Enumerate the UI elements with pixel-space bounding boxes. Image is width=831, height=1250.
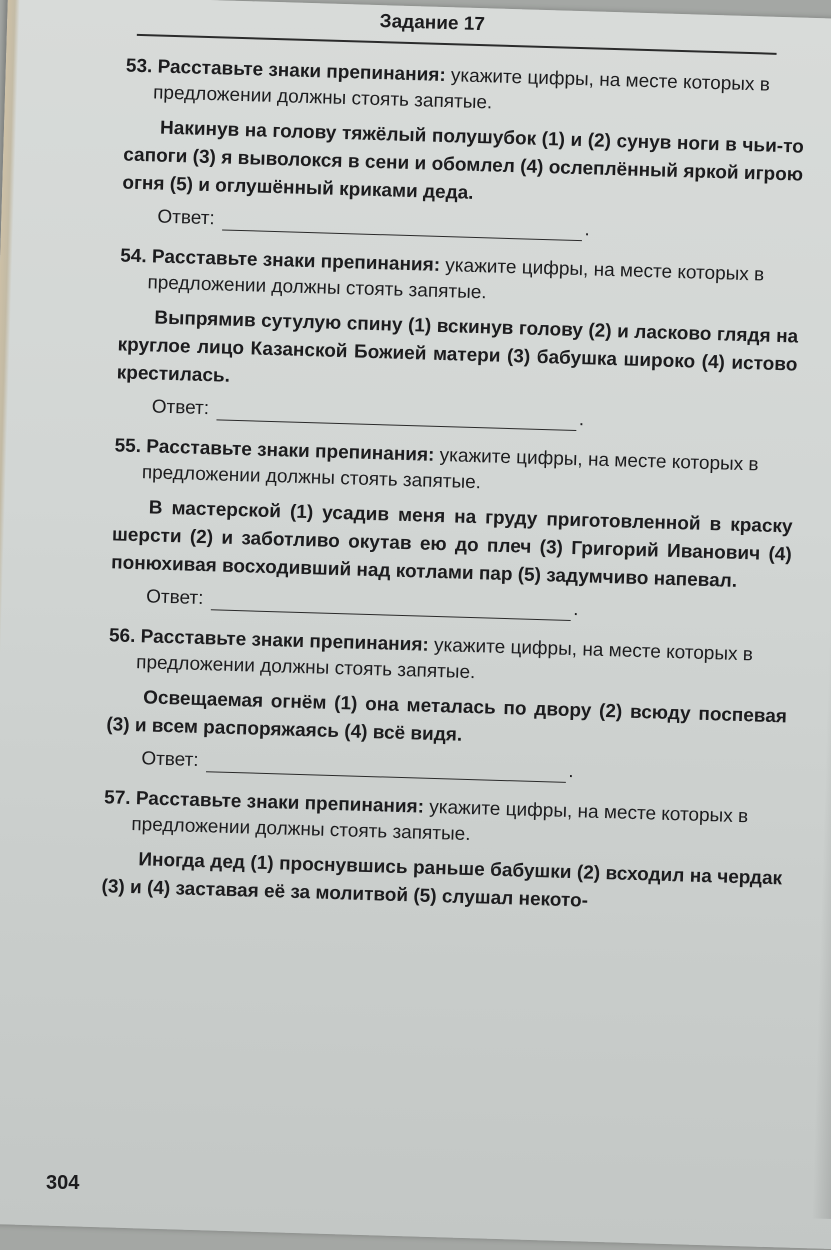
task-56 — [105, 623, 789, 789]
answer-label: Ответ: — [157, 206, 216, 229]
instruction-bold: Расставьте знаки препинания: — [157, 55, 447, 86]
answer-line[interactable] — [217, 401, 577, 431]
instruction-bold: Расставьте знаки препинания: — [146, 435, 435, 466]
task-sentence: Иногда дед (1) проснувшись раньше бабушки (2) всходил на чердак (3) и (4) заставая её за молитвой (5) слушал некото- — [101, 848, 783, 912]
task-number: 53. — [125, 55, 153, 77]
task-instruction — [108, 623, 789, 695]
answer-dot: . — [578, 408, 585, 430]
task-number: 57. — [103, 786, 131, 809]
instruction-text: укажите цифры, на месте которых в предложении должны стоять запятые. — [141, 444, 759, 493]
task-number: 56. — [108, 624, 136, 647]
instruction-text: укажите цифры, на месте которых в предложении должны стоять запятые. — [135, 634, 754, 683]
instruction-text: укажите цифры, на месте которых в предложении должны стоять запятые. — [147, 254, 765, 303]
answer-line[interactable] — [206, 753, 566, 783]
answer-label: Ответ: — [145, 585, 204, 609]
answer-line[interactable] — [222, 211, 582, 241]
page-number: 304 — [46, 1172, 80, 1194]
instruction-text: укажите цифры, на месте которых в предложении должны стоять запятые. — [131, 796, 749, 845]
instruction-bold: Расставьте знаки препинания: — [140, 625, 430, 656]
task-instruction — [125, 53, 806, 125]
task-instruction — [119, 243, 800, 315]
instruction-text: укажите цифры, на месте которых в предложении должны стоять запятые. — [152, 64, 771, 113]
task-instruction — [113, 433, 794, 505]
task-number: 54. — [119, 244, 148, 267]
answer-dot: . — [568, 760, 575, 782]
instruction-bold: Расставьте знаки препинания: — [135, 787, 425, 818]
task-57 — [101, 785, 784, 921]
task-55 — [110, 433, 795, 627]
task-sentence: Освещаемая огнём (1) она металась по двору (2) всюду поспевая (3) и всем распоряжаясь (4) всё видя. — [106, 686, 788, 746]
task-53 — [121, 53, 806, 247]
task-sentence: Накинув на голову тяжёлый полушубок (1) и (2) сунув ноги в чьи-то сапоги (3) я выволокся в сени и обомлел (4) ослеплённый яркой игрою огня (5) и оглушённый криками деда. — [122, 117, 805, 204]
answer-dot: . — [572, 598, 579, 620]
page-header: Задание 17 — [379, 11, 486, 36]
answer-label: Ответ: — [141, 747, 199, 771]
task-54 — [116, 243, 801, 437]
task-sentence: Выпрямив сутулую спину (1) вскинув голову (2) и ласково глядя на круглое лицо Казанской Божией матери (3) бабушка широко (4) истово крестилась. — [116, 306, 799, 387]
page-right-shadow — [812, 19, 831, 1220]
answer-dot: . — [584, 218, 591, 240]
task-number: 55. — [114, 434, 142, 457]
task-instruction — [103, 785, 784, 857]
page-left-edge — [0, 0, 20, 1194]
page-content — [101, 0, 808, 937]
task-sentence: В мастерской (1) усадив меня на груду приготовленной в краску шерсти (2) и заботливо окутав ею до плеч (3) Григорий Иванович (4) понюхивая восходивший над котлами пар (5) задумчиво напевал. — [110, 496, 793, 592]
answer-line[interactable] — [211, 591, 571, 621]
answer-label: Ответ: — [151, 395, 210, 419]
instruction-bold: Расставьте знаки препинания: — [151, 245, 441, 276]
